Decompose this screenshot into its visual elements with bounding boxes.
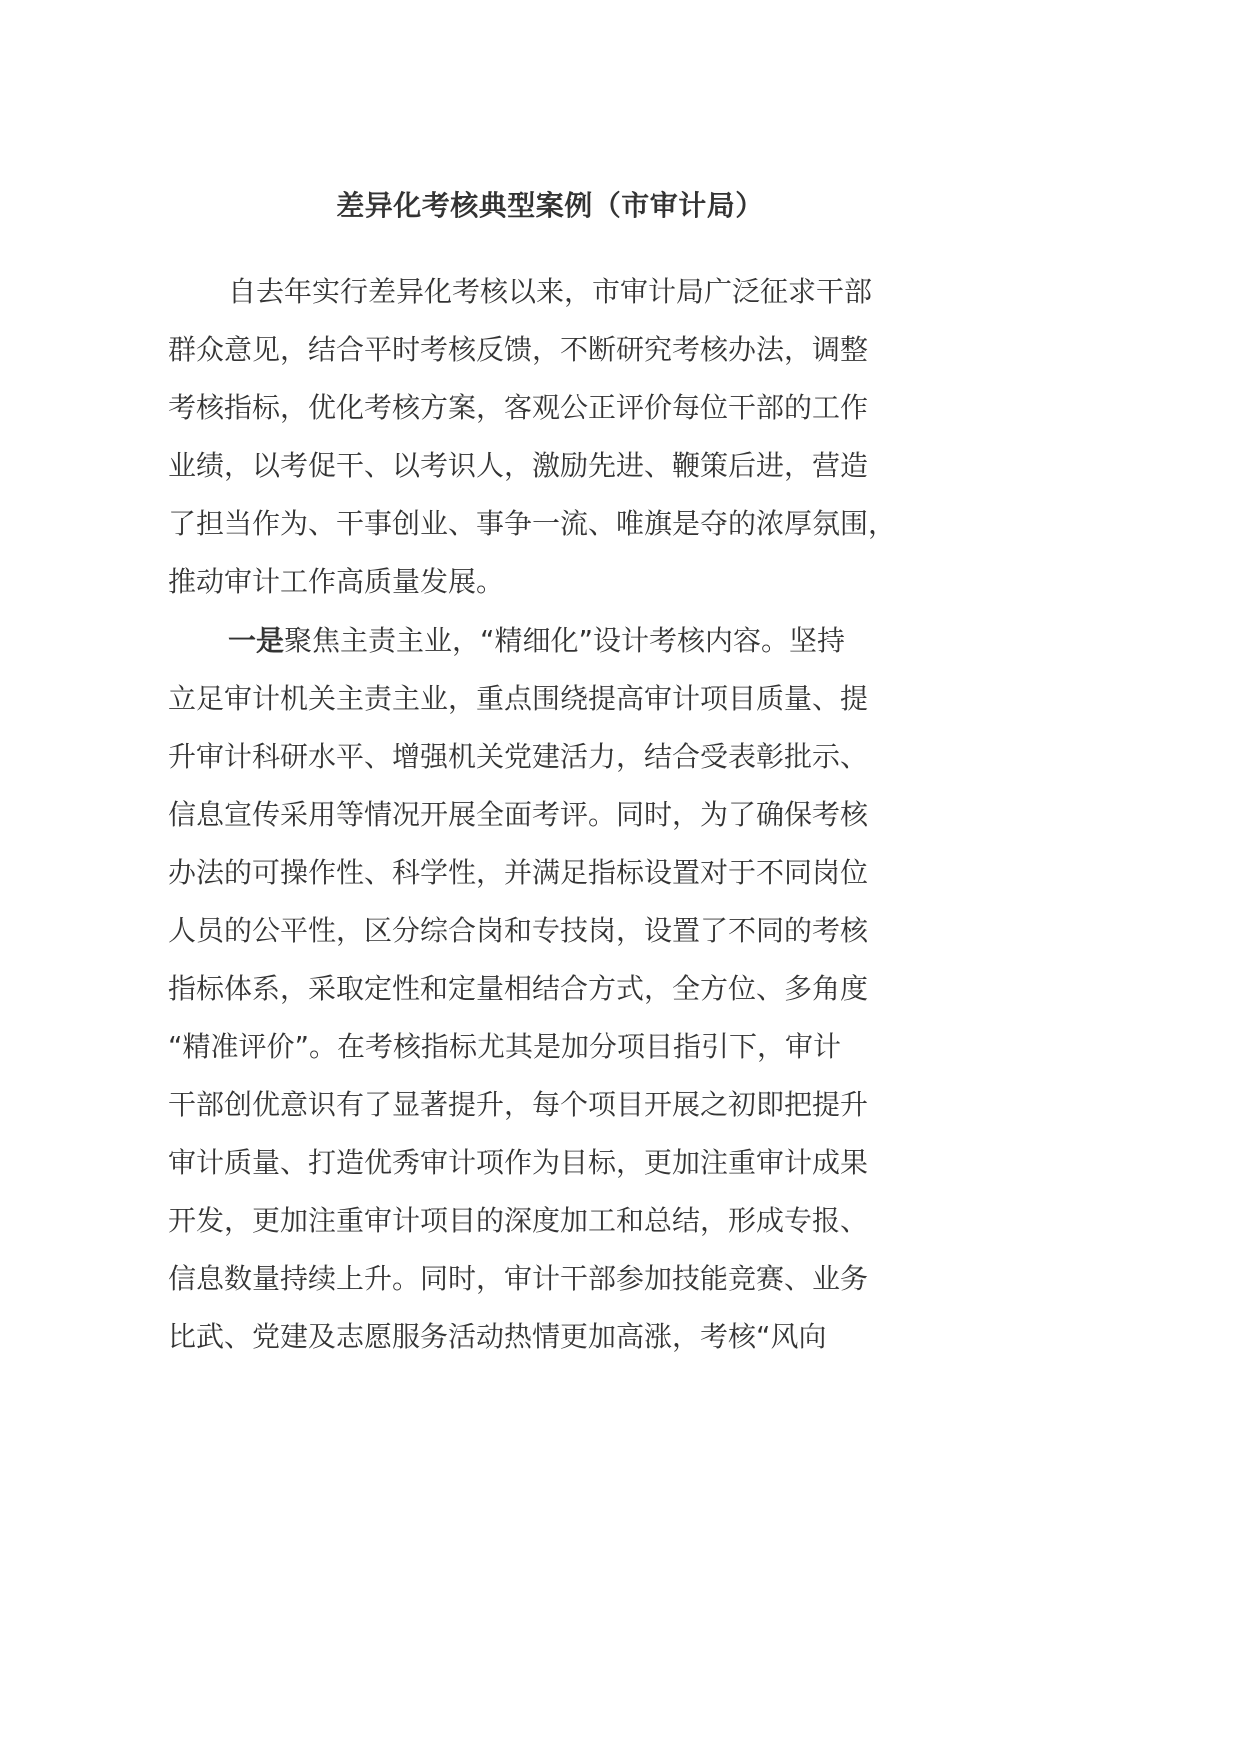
- paragraph-line: 考核指标，优化考核方案，客观公正评价每位干部的工作: [168, 391, 869, 424]
- paragraph-line: 群众意见，结合平时考核反馈，不断研究考核办法，调整: [168, 333, 869, 366]
- paragraph-line: 比武、党建及志愿服务活动热情更加高涨，考核“风向: [168, 1320, 827, 1353]
- paragraph-line: 自去年实行差异化考核以来，市审计局广泛征求干部: [228, 275, 873, 308]
- paragraph-line: 审计质量、打造优秀审计项作为目标，更加注重审计成果: [168, 1146, 869, 1179]
- paragraph-line: 立足审计机关主责主业，重点围绕提高审计项目质量、提: [168, 682, 869, 715]
- paragraph-first-line: [168, 612, 948, 670]
- paragraph-intro: [168, 263, 948, 611]
- paragraph-line: 推动审计工作高质量发展。: [168, 565, 505, 598]
- paragraph-point-one: [168, 612, 948, 1366]
- paragraph-line-text: 聚焦主责主业，“精细化”设计考核内容。坚持: [284, 624, 846, 657]
- paragraph-line: 了担当作为、干事创业、事争一流、唯旗是夺的浓厚氛围，: [168, 507, 897, 540]
- paragraph-line: 人员的公平性，区分综合岗和专技岗，设置了不同的考核: [168, 914, 869, 947]
- paragraph-line: 干部创优意识有了显著提升，每个项目开展之初即把提升: [168, 1088, 869, 1121]
- paragraph-line: 升审计科研水平、增强机关党建活力，结合受表彰批示、: [168, 740, 869, 773]
- paragraph-line: 业绩，以考促干、以考识人，激励先进、鞭策后进，营造: [168, 449, 869, 482]
- document-title: 差异化考核典型案例（市审计局）: [336, 189, 764, 222]
- paragraph-line: 信息宣传采用等情况开展全面考评。同时，为了确保考核: [168, 798, 869, 831]
- paragraph-line: 办法的可操作性、科学性，并满足指标设置对于不同岗位: [168, 856, 869, 889]
- paragraph-line: 信息数量持续上升。同时，审计干部参加技能竞赛、业务: [168, 1262, 869, 1295]
- paragraph-line: 开发，更加注重审计项目的深度加工和总结，形成专报、: [168, 1204, 869, 1237]
- paragraph-line: “精准评价”。在考核指标尤其是加分项目指引下，审计: [168, 1030, 842, 1063]
- point-lead-label: 一是: [228, 624, 285, 657]
- paragraph-line: 指标体系，采取定性和定量相结合方式，全方位、多角度: [168, 972, 869, 1005]
